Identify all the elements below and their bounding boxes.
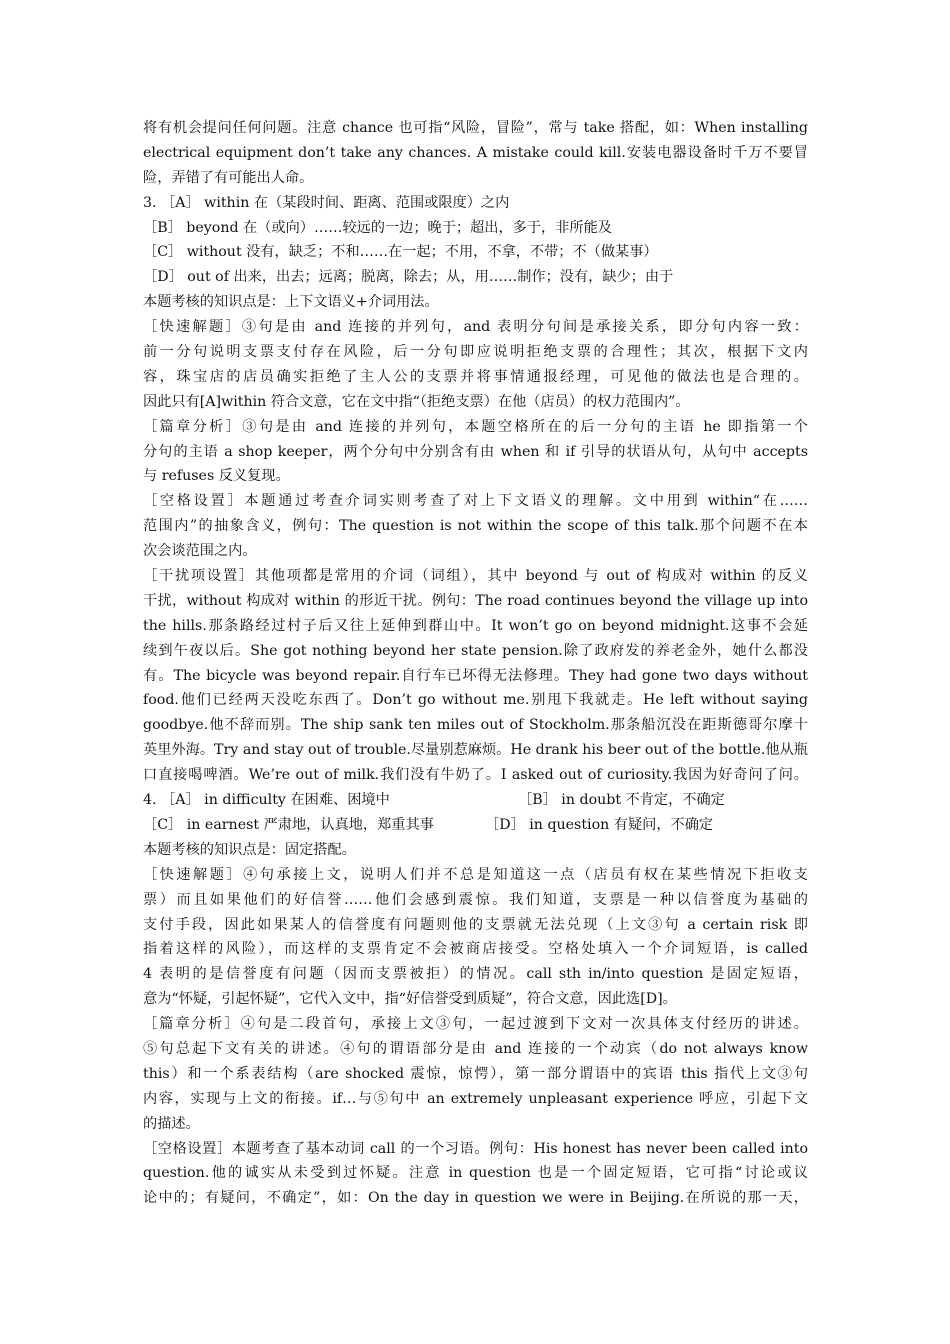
- text-block-question-3: [143, 116, 808, 788]
- text-line: the hills.那条路经过村子后又往上延伸到群山中。It won’t go on beyond midnight.这事不会延: [143, 617, 808, 634]
- text-line: ［空格设置］本题通过考查介词实则考查了对上下文语义的理解。文中用到 within“在……: [143, 493, 808, 510]
- text-line: ［篇章分析］③句是由 and 连接的并列句，本题空格所在的后一分句的主语 he 即指第一个: [143, 418, 808, 435]
- text-line: 有。The bicycle was beyond repair.自行车已坏得无法修理。They had gone two days without: [143, 667, 808, 684]
- text-line: 内容，实现与上文的衔接。if…与⑤句中 an extremely unpleasant experience 呼应，引起下文: [143, 1090, 808, 1107]
- text-line: 将有机会提问任何问题。注意 chance 也可指“风险，冒险”，常与 take 搭配，如：When installing: [143, 120, 808, 136]
- text-line: 英里外海。Try and stay out of trouble.尽量别惹麻烦。He drank his beer out of the bottle.他从瓶: [143, 742, 808, 759]
- text-line: 本题考核的知识点是：固定搭配。: [143, 841, 356, 858]
- text-line: 票）而且如果他们的好信誉……他们会感到震惊。我们知道，支票是一种以信誉度为基础的: [143, 891, 808, 908]
- text-line: 论中的；有疑问，不确定”，如：On the day in question we were in Beijing.在所说的那一天，: [143, 1190, 808, 1207]
- text-line: 因此只有[A]within 符合文意，它在文中指“（拒绝支票）在他（店员）的权力范围内”。: [143, 393, 690, 410]
- text-line: ［快速解题］③句是由 and 连接的并列句，and 表明分句间是承接关系，即分句内容一致：: [143, 319, 808, 336]
- option-row-4ab: [143, 788, 808, 813]
- option-4c: ［C］ in earnest 严肃地，认真地，郑重其事: [143, 816, 434, 833]
- text-line: 支付手段，因此如果某人的信誉度有问题则他的支票就无法兑现（上文③句 a certain risk 即: [143, 916, 808, 933]
- text-line: ［篇章分析］④句是二段首句，承接上文③句，一起过渡到下文对一次具体支付经历的讲述。: [143, 1016, 808, 1033]
- text-line: ⑤句总起下文有关的讲述。④句的谓语部分是由 and 连接的一个动宾（do not always know: [143, 1040, 808, 1057]
- text-line: 3. ［A］ within 在（某段时间、距离、范围或限度）之内: [143, 194, 510, 211]
- text-line: ［D］ out of 出来，出去；远离；脱离，除去；从，用……制作；没有，缺少；由于: [143, 269, 674, 286]
- text-line: 的描述。: [143, 1115, 200, 1132]
- text-line: food.他们已经两天没吃东西了。Don’t go without me.别甩下我就走。He left without saying: [143, 692, 808, 709]
- option-4d: ［D］ in question 有疑问，不确定: [485, 816, 714, 833]
- text-line: 险，弄错了有可能出人命。: [143, 169, 314, 186]
- text-line: goodbye.他不辞而别。The ship sank ten miles out of Stockholm.那条船沉没在距斯德哥尔摩十: [143, 717, 808, 734]
- text-line: 次会谈范围之内。: [143, 543, 257, 560]
- text-line: 本题考核的知识点是：上下文语义+介词用法。: [143, 294, 439, 311]
- text-line: 4 表明的是信誉度有问题（因而支票被拒）的情况。call sth in/into question 是固定短语，: [143, 966, 808, 983]
- text-line: ［干扰项设置］其他项都是常用的介词（词组），其中 beyond 与 out of 构成对 within 的反义: [143, 568, 808, 585]
- option-4b: ［B］ in doubt 不肯定，不确定: [518, 792, 725, 809]
- text-line: 分句的主语 a shop keeper，两个分句中分别含有由 when 和 if 引导的状语从句，从句中 accepts: [143, 443, 808, 460]
- text-line: electrical equipment don’t take any chances. A mistake could kill.安装电器设备时千万不要冒: [143, 144, 808, 161]
- text-line: question.他的诚实从未受到过怀疑。注意 in question 也是一个固定短语，它可指“讨论或议: [143, 1165, 808, 1182]
- text-line: ［B］ beyond 在（或向）……较远的一边；晚于；超出，多于，非所能及: [143, 219, 612, 236]
- text-block-question-4: [143, 838, 808, 1211]
- text-line: ［空格设置］本题考查了基本动词 call 的一个习语。例句：His honest has never been called into: [143, 1140, 808, 1157]
- text-line: 口直接喝啤酒。We’re out of milk.我们没有牛奶了。I asked out of curiosity.我因为好奇问了问。: [143, 767, 808, 784]
- text-line: 意为“怀疑，引起怀疑”，它代入文中，指“好信誉受到质疑”，符合文意，因此选[D]。: [143, 991, 677, 1008]
- document-page: [143, 116, 808, 1211]
- text-line: 干扰，without 构成对 within 的形近干扰。例句：The road continues beyond the village up into: [143, 592, 808, 609]
- text-line: 容，珠宝店的店员确实拒绝了主人公的支票并将事情通报经理，可见他的做法也是合理的。: [143, 368, 808, 385]
- text-line: ［快速解题］④句承接上文，说明人们并不总是知道这一点（店员有权在某些情况下拒收支: [143, 866, 808, 883]
- text-line: 前一分句说明支票支付存在风险，后一分句即应说明拒绝支票的合理性；其次，根据下文内: [143, 344, 808, 361]
- text-line: this）和一个系表结构（are shocked 震惊，惊愕），第一部分谓语中的宾语 this 指代上文③句: [143, 1065, 808, 1082]
- text-line: ［C］ without 没有，缺乏；不和……在一起；不用，不拿，不带；不（做某事）: [143, 244, 658, 261]
- text-line: 指着这样的风险），而这样的支票肯定不会被商店接受。空格处填入一个介词短语，is called: [143, 941, 808, 958]
- text-line: 与 refuses 反义复现。: [143, 468, 290, 485]
- text-line: 续到午夜以后。She got nothing beyond her state pension.除了政府发的养老金外，她什么都没: [143, 642, 808, 659]
- option-row-4cd: [143, 813, 808, 838]
- text-line: 范围内”的抽象含义，例句：The question is not within the scope of this talk.那个问题不在本: [143, 518, 808, 535]
- option-4a: 4. ［A］ in difficulty 在困难、困境中: [143, 792, 390, 809]
